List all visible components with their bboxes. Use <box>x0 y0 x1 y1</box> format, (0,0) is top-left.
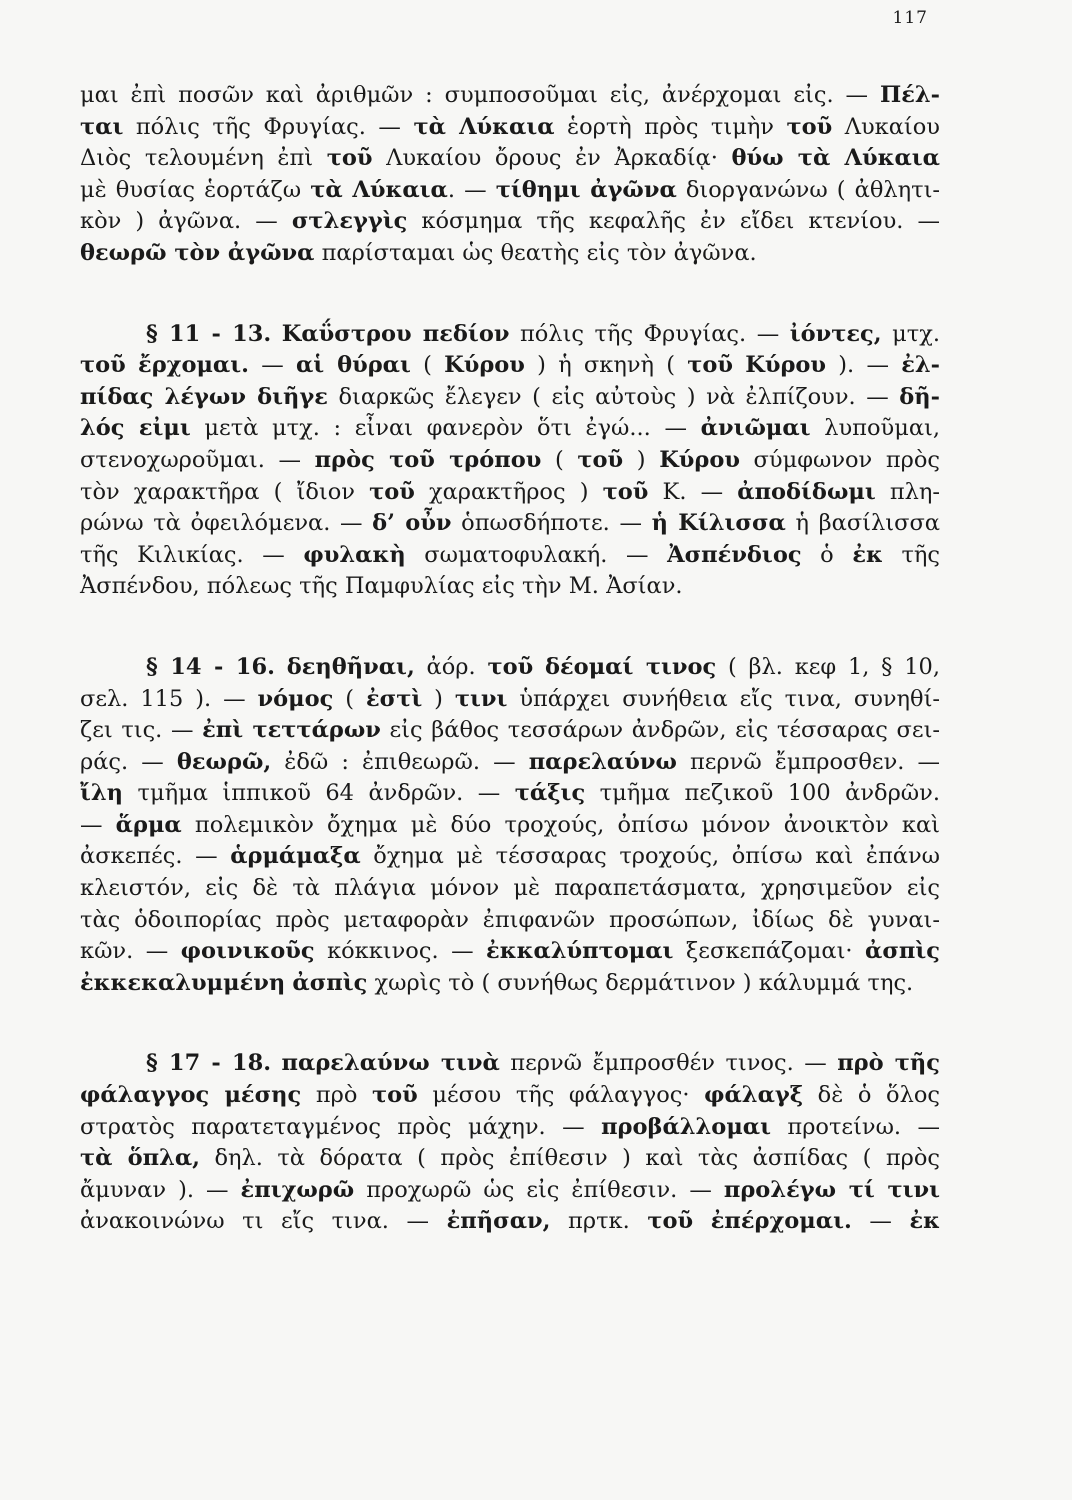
text-line: ἐκκεκαλυμμένη ἀσπὶς χωρὶς τὸ ( συνήθως δερμάτινον ) κάλυμμά της. <box>80 969 914 996</box>
section-17-18 <box>80 1048 940 1238</box>
text-line: μὲ θυσίας ἑορτάζω τὰ Λύκαια. — τίθημι ἀγῶνα διοργανώνω ( ἀθλητι- <box>80 176 941 203</box>
text-line: λός εἰμι μετὰ μτχ. : εἶναι φανερὸν ὅτι ἐγώ... — ἀνιῶμαι λυποῦμαι, <box>80 415 940 442</box>
text-line: τὰ ὅπλα, δηλ. τὰ δόρατα ( πρὸς ἐπίθεσιν ) καὶ τὰς ἀσπίδας ( πρὸς <box>80 1145 940 1172</box>
text-line: τὸν χαρακτῆρα ( ἴδιον τοῦ χαρακτῆρος ) τοῦ Κ. — ἀποδίδωμι πλη- <box>80 478 940 505</box>
text-line: σελ. 115 ). — νόμος ( ἐστὶ ) τινι ὑπάρχει συνήθεια εἴς τινα, συνηθί- <box>80 685 940 712</box>
text-line: § 11 - 13. Καΰστρου πεδίον πόλις τῆς Φρυγίας. — ἰόντες, μτχ. <box>146 320 940 347</box>
text-line: ρώνω τὰ ὀφειλόμενα. — δ’ οὖν ὁπωσδήποτε. — ἡ Κίλισσα ἡ βασίλισσα <box>80 510 940 537</box>
text-line: § 17 - 18. παρελαύνω τινὰ περνῶ ἔμπροσθέν τινος. — πρὸ τῆς <box>146 1050 940 1077</box>
text-line: θεωρῶ τὸν ἀγῶνα παρίσταμαι ὡς θεατὴς εἰς τὸν ἀγῶνα. <box>80 239 757 266</box>
text-line: κὸν ) ἀγῶνα. — στλεγγὶς κόσμημα τῆς κεφαλῆς ἐν εἴδει κτενίου. — <box>80 208 940 235</box>
section-intro <box>80 80 940 270</box>
text-line: πίδας λέγων διῆγε διαρκῶς ἔλεγεν ( εἰς αὐτοὺς ) νὰ ἐλπίζουν. — δῆ- <box>80 383 940 410</box>
page-number: 117 <box>892 8 928 28</box>
text-line: ζει τις. — ἐπὶ τεττάρων εἰς βάθος τεσσάρων ἀνδρῶν, εἰς τέσσαρας σει- <box>80 717 940 744</box>
text-line: κῶν. — φοινικοῦς κόκκινος. — ἐκκαλύπτομαι ξεσκεπάζομαι· ἀσπὶς <box>80 938 940 965</box>
section-14-16 <box>80 652 940 1000</box>
section-11-13 <box>80 319 940 603</box>
text-line: κλειστόν, εἰς δὲ τὰ πλάγια μόνον μὲ παραπετάσματα, χρησιμεῦον εἰς <box>80 875 940 902</box>
text-column <box>80 80 940 1238</box>
text-line: — ἅρμα πολεμικὸν ὄχημα μὲ δύο τροχούς, ὀπίσω μόνον ἀνοικτὸν καὶ <box>80 811 940 838</box>
text-line: ται πόλις τῆς Φρυγίας. — τὰ Λύκαια ἑορτὴ πρὸς τιμὴν τοῦ Λυκαίου <box>80 113 940 140</box>
text-line: ἀνακοινώνω τι εἴς τινα. — ἐπῆσαν, πρτκ. τοῦ ἐπέρχομαι. — ἐκ <box>80 1208 941 1235</box>
text-line: τοῦ ἔρχομαι. — αἱ θύραι ( Κύρου ) ἡ σκηνὴ ( τοῦ Κύρου ). — ἐλ- <box>80 352 940 379</box>
text-line: τὰς ὁδοιπορίας πρὸς μεταφορὰν ἐπιφανῶν προσώπων, ἰδίως δὲ γυναι- <box>80 906 940 933</box>
text-line: φάλαγγος μέσης πρὸ τοῦ μέσου τῆς φάλαγγος· φάλαγξ δὲ ὁ ὅλος <box>80 1082 940 1109</box>
text-line: τῆς Κιλικίας. — φυλακὴ σωματοφυλακή. — Ἀσπένδιος ὁ ἐκ τῆς <box>80 541 940 568</box>
text-line: ἀσκεπές. — ἁρμάμαξα ὄχημα μὲ τέσσαρας τροχούς, ὀπίσω καὶ ἐπάνω <box>80 843 940 870</box>
text-line: στενοχωροῦμαι. — πρὸς τοῦ τρόπου ( τοῦ ) Κύρου σύμφωνον πρὸς <box>80 446 941 473</box>
text-line: § 14 - 16. δεηθῆναι, ἀόρ. τοῦ δέομαί τινος ( βλ. κεφ 1, § 10, <box>146 653 940 680</box>
text-line: μαι ἐπὶ ποσῶν καὶ ἀριθμῶν : συμποσοῦμαι εἰς, ἀνέρχομαι εἰς. — Πέλ- <box>80 82 940 108</box>
text-line: στρατὸς παρατεταγμένος πρὸς μάχην. — προβάλλομαι προτείνω. — <box>80 1113 941 1140</box>
text-line: ἴλη τμῆμα ἱππικοῦ 64 ἀνδρῶν. — τάξις τμῆμα πεζικοῦ 100 ἀνδρῶν. <box>80 780 940 807</box>
text-line: Διὸς τελουμένη ἐπὶ τοῦ Λυκαίου ὄρους ἐν Ἀρκαδίᾳ· θύω τὰ Λύκαια <box>80 145 940 172</box>
text-line: ἄμυναν ). — ἐπιχωρῶ προχωρῶ ὡς εἰς ἐπίθεσιν. — προλέγω τί τινι <box>80 1176 941 1203</box>
text-line: Ἀσπένδου, πόλεως τῆς Παμφυλίας εἰς τὴν Μ. Ἀσίαν. <box>80 573 683 600</box>
text-line: ράς. — θεωρῶ, ἐδῶ : ἐπιθεωρῶ. — παρελαύνω περνῶ ἔμπροσθεν. — <box>80 748 940 775</box>
